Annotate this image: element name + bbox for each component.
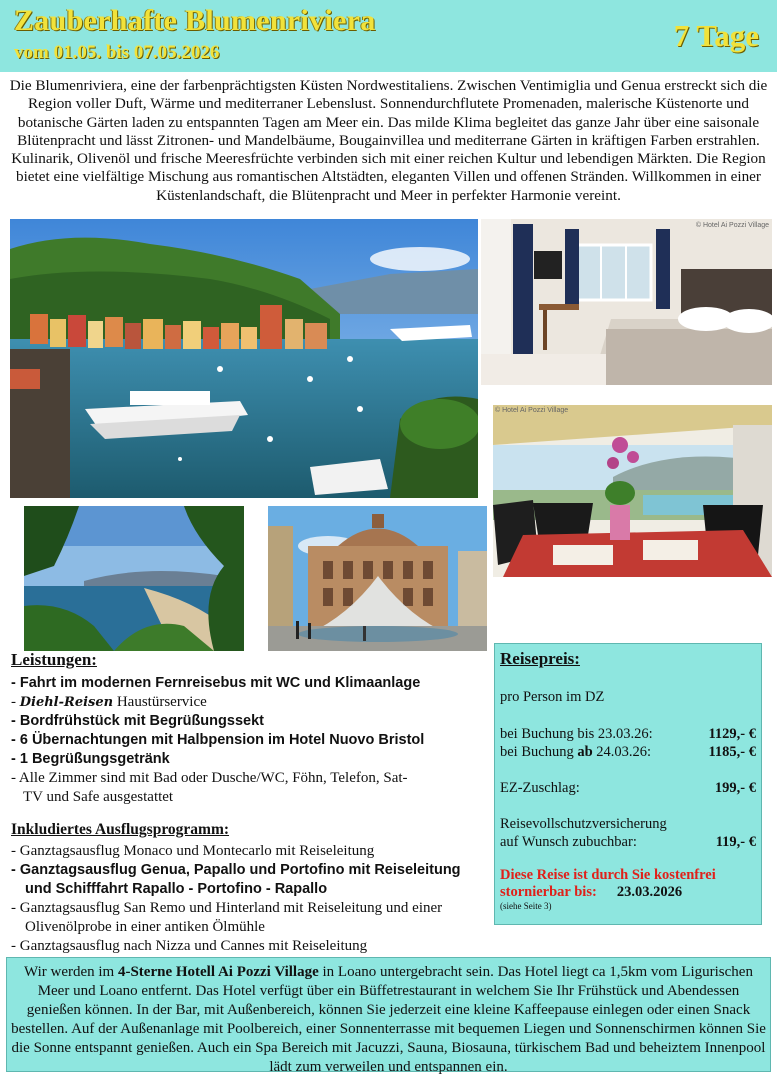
trip-duration: 7 Tage (673, 18, 759, 53)
cancellation-date-line (500, 884, 756, 901)
list-item: - Bordfrühstück mit Begrüßungssekt (11, 713, 264, 729)
price-label: auf Wunsch zubuchbar: (500, 834, 637, 850)
page-title: Zauberhafte Blumenriviera (14, 4, 376, 37)
price-label (500, 743, 651, 761)
header-banner (0, 0, 777, 72)
price-label-part: 24.03.26: (592, 744, 652, 760)
services-heading: Leistungen: (11, 650, 97, 669)
price-heading: Reisepreis: (500, 649, 580, 668)
insurance-row (500, 833, 756, 851)
price-value: 1129,- € (708, 726, 756, 742)
price-label-emphasis: ab (577, 744, 593, 760)
list-item: - Alle Zimmer sind mit Bad oder Dusche/WC, Föhn, Telefon, Sat-TV und Safe ausgestattet (11, 770, 408, 805)
list-item: - Ganztagsausflug Monaco und Montecarlo mit Reiseleitung (11, 843, 375, 859)
services-section (11, 650, 486, 956)
list-prefix: - (11, 694, 20, 710)
list-item: - 1 Begrüßungsgetränk (11, 751, 170, 767)
price-value: 1185,- € (708, 744, 756, 760)
page-reference-note: (siehe Seite 3) (500, 901, 552, 911)
hotel-description-box (6, 957, 771, 1075)
price-row (500, 725, 756, 743)
hotel-room-photo (481, 219, 772, 385)
hotel-text-pre: Wir werden im (24, 964, 118, 980)
cancellation-date: 23.03.2026 (616, 884, 683, 900)
hotel-text: in Loano untergebracht sein. Das Hotel liegt ca 1,5km vom Ligurischen Meer und Loano entfernt. Das Hotel verfügt über ein Büffetrestaurant in welchem Sie Ihr Frühstück und Abendessen genießen können. In der Bar, mit Außenbereich, können Sie jederzeit eine kleine Kaffeepause einlegen oder einen Snack bestellen. Auf der Außenanlage mit Poolbereich, einer Sonnenterrasse mit bequemen Liegen und Sonnenschirmen können Sie die Sonne entspannt genießen. Auch ein Spa Bereich mit Jacuzzi, Sauna, Biosauna, türkischem Bad und beheiztem Innenpool lädt zum verweilen und entspannen ein. (11, 964, 766, 1075)
price-label: EZ-Zuschlag: (500, 780, 580, 796)
hotel-terrace-photo (493, 405, 772, 577)
photo-credit: © Hotel Ai Pozzi Village (495, 407, 569, 414)
price-label-part: bei Buchung (500, 744, 578, 760)
list-item: - Fahrt im modernen Fernreisebus mit WC und Klimaanlage (11, 675, 421, 691)
cancellation-notice (500, 867, 756, 901)
price-box (494, 643, 762, 925)
hotel-name: 4-Sterne Hotell Ai Pozzi Village (117, 964, 319, 980)
price-value: 119,- € (715, 834, 756, 850)
single-supplement-row (500, 779, 756, 797)
list-item (11, 693, 486, 712)
services-list (11, 674, 486, 807)
travel-dates: vom 01.05. bis 07.05.2026 (14, 42, 220, 63)
price-row (500, 743, 756, 761)
price-label: bei Buchung bis 23.03.26: (500, 726, 653, 742)
list-item: - Ganztagsausflug Genua, Papallo und Portofino mit Reiseleitung und Schifffahrt Rapallo - Portofino - Rapallo (11, 862, 461, 897)
list-item: - 6 Übernachtungen mit Halbpension im Hotel Nuovo Bristol (11, 732, 425, 748)
portofino-harbour-photo (10, 219, 478, 498)
price-per-person: pro Person im DZ (500, 689, 605, 705)
photo-credit: © Hotel Ai Pozzi Village (695, 222, 769, 229)
intro-text: Die Blumenriviera, eine der farbenprächtigsten Küsten Nordwestitaliens. Zwischen Ventimiglia und Genua erstreckt sich die Region voller Duft, Wärme und mediterraner Lebenslust. Sonnendurchflutete Promenaden, malerische Küstenorte und botanische Gärten laden zu entspannten Tagen am Meer ein. Das milde Klima begleitet das ganze Jahr über eine saisonale Blütenpracht und lässt Zitronen- und Mandelbäume, Bougainvillea und mediterrane Gärten in kräftigen Farben erstrahlen. Kulinarik, Olivenöl und frische Meeresfrüchte verbinden sich mit einer reichen Kultur und lebendigen Märkten. Die Region bietet eine vielfältige Mischung aus romantischen Altstädten, eleganten Villen und offenen Stränden. Willkommen in einer Küstenlandschaft, die Blütenpracht und Meer in perfekter Harmonie vereint. (9, 77, 768, 204)
cancellation-text: Diese Reise ist durch Sie kostenfrei (500, 867, 716, 883)
program-heading: Inkludiertes Ausflugsprogramm: (11, 821, 230, 838)
program-list (11, 842, 486, 956)
list-item: - Ganztagsausflug San Remo und Hinterland mit Reiseleitung und einer Olivenölprobe in einer antiken Ölmühle (11, 900, 443, 935)
genova-fountain-photo (268, 506, 487, 651)
coast-view-photo (24, 506, 244, 651)
cancellation-label: stornierbar bis: (500, 884, 597, 900)
brand-logo: Diehl-Reisen (19, 695, 114, 710)
insurance-label-line1: Reisevollschutzversicherung (500, 816, 667, 832)
list-item-text: Haustürservice (116, 694, 207, 710)
price-value: 199,- € (714, 780, 756, 796)
list-item: - Ganztagsausflug nach Nizza und Cannes mit Reiseleitung (11, 938, 368, 954)
